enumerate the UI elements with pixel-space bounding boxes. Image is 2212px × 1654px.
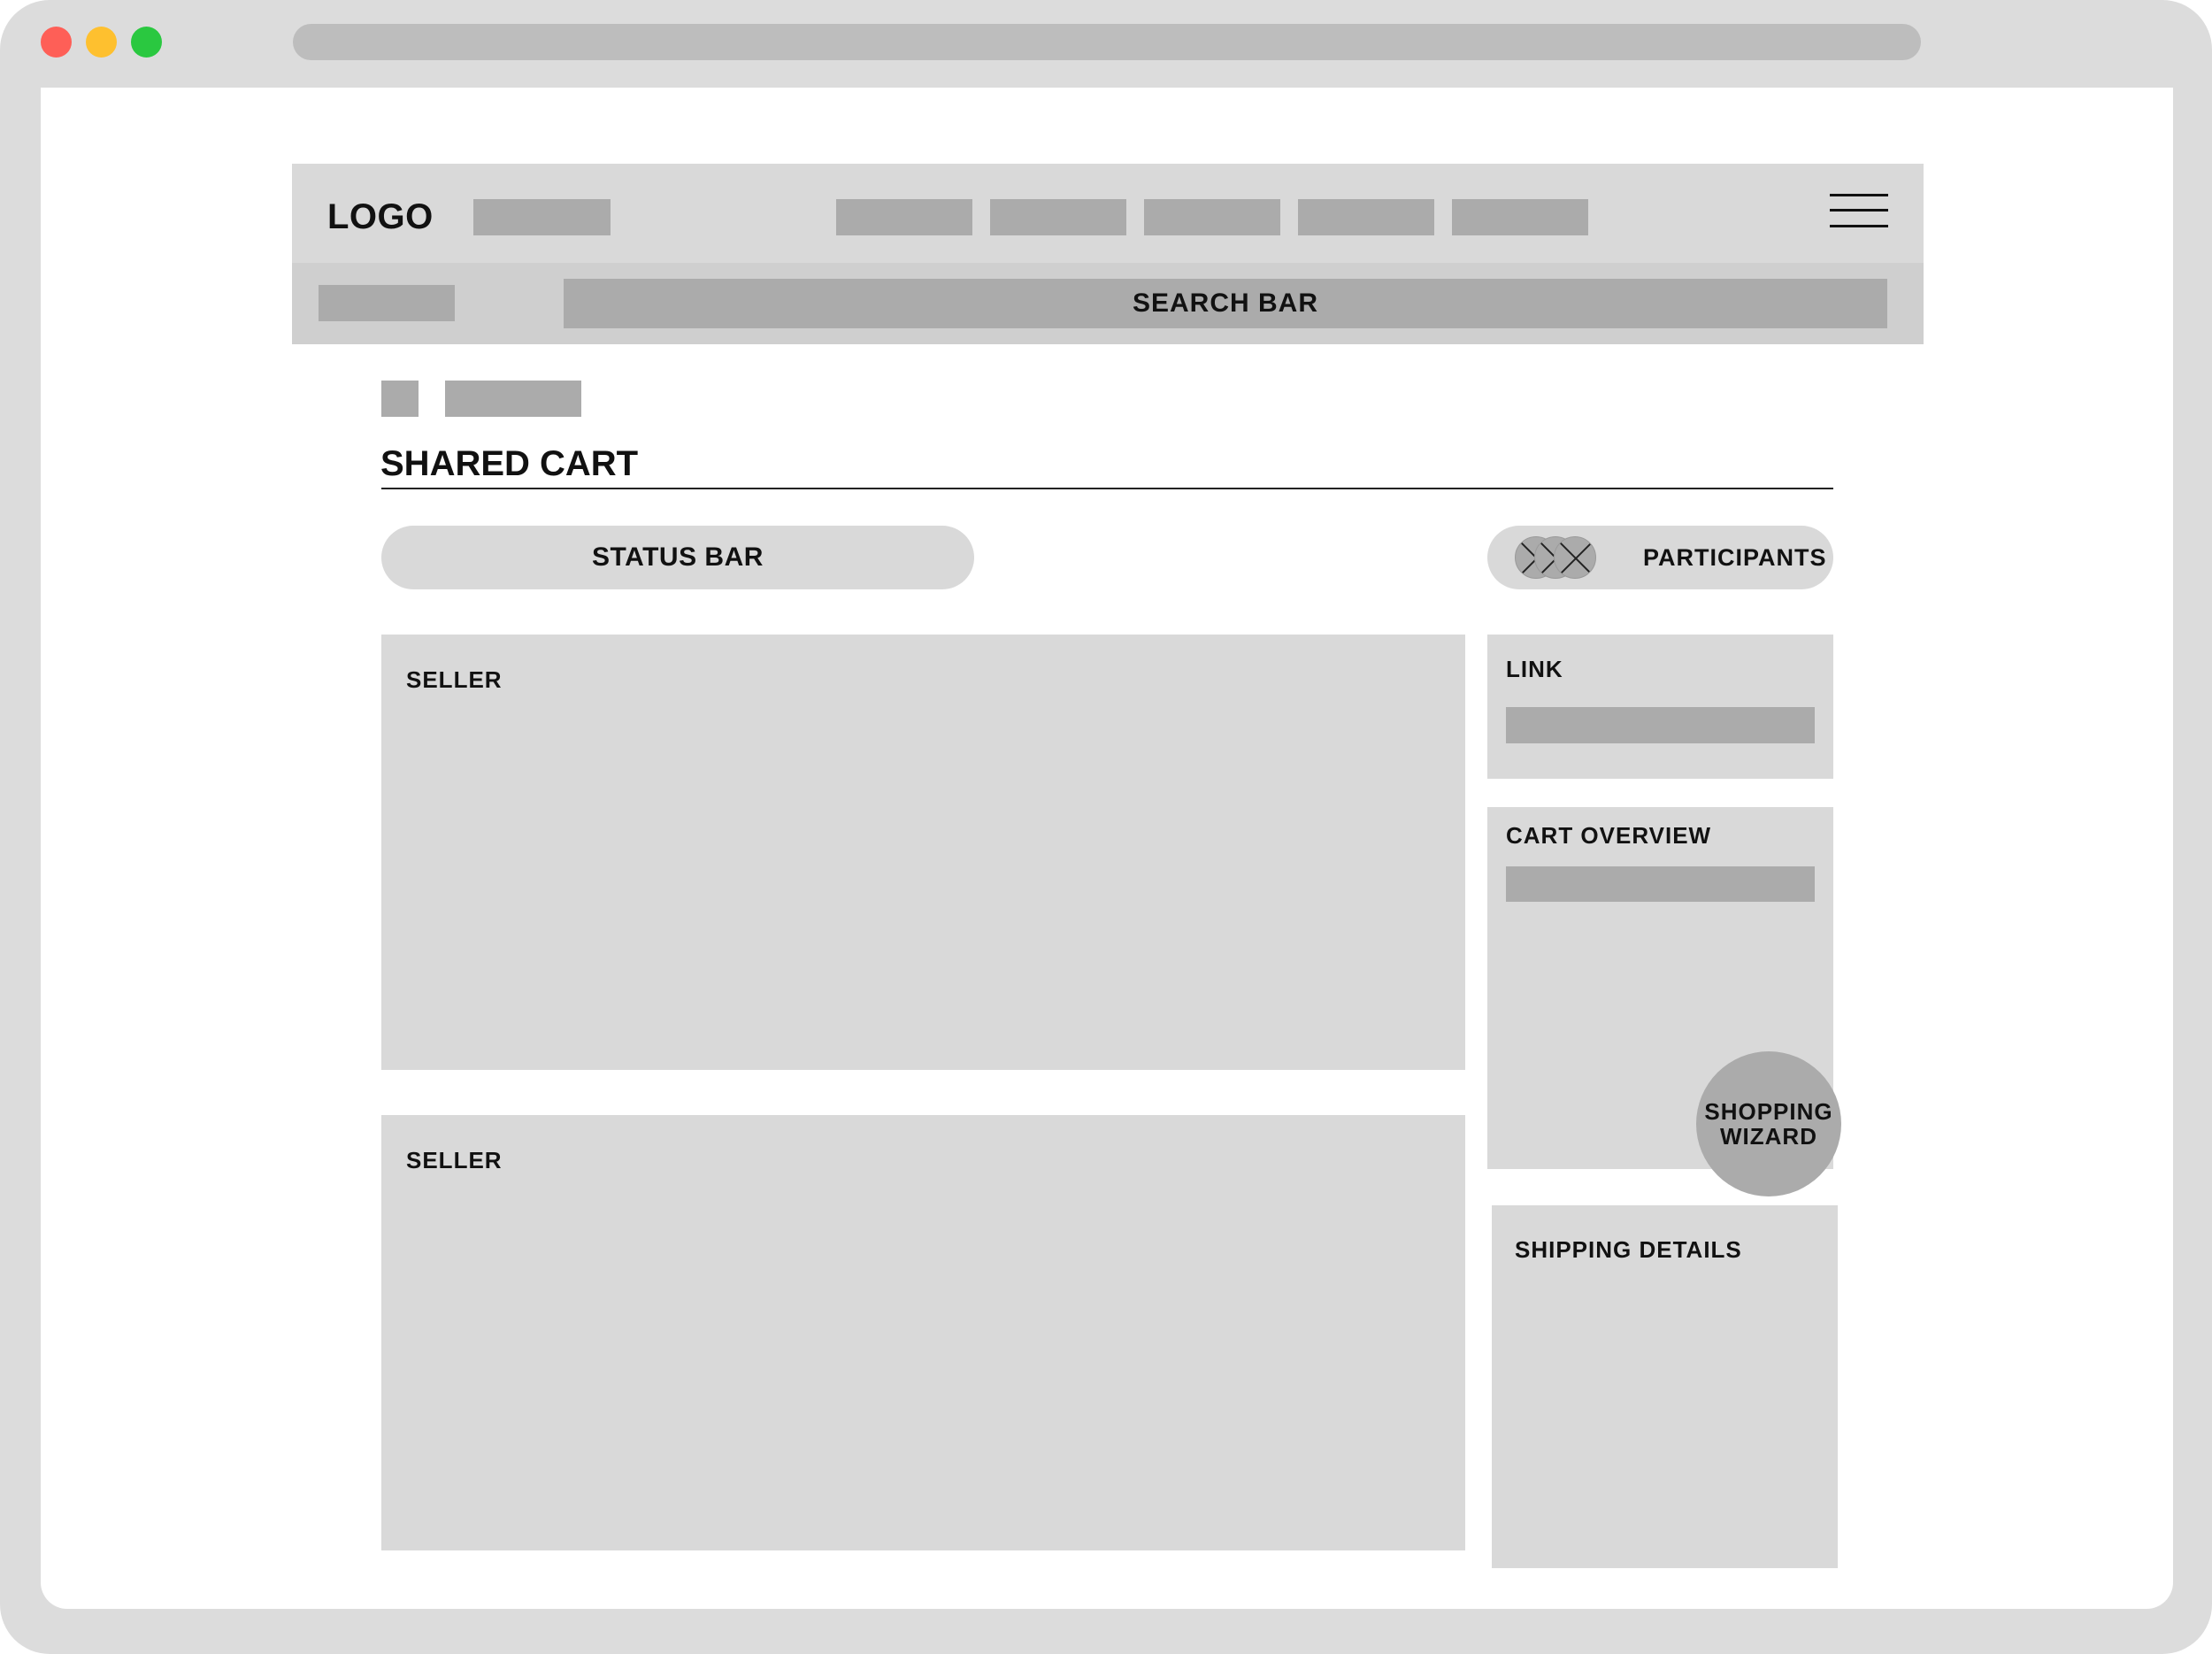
breadcrumb-item[interactable] [445, 381, 581, 417]
nav-item-2[interactable] [990, 199, 1126, 235]
status-bar-label: STATUS BAR [592, 542, 764, 572]
shopping-wizard-button[interactable] [1696, 1051, 1841, 1196]
cart-overview-summary [1506, 866, 1815, 902]
minimize-window-icon[interactable] [86, 27, 117, 58]
link-label: LINK [1506, 656, 1563, 682]
shopping-wizard-line2: WIZARD [1720, 1123, 1817, 1150]
page-title: SHARED CART [380, 444, 639, 483]
title-divider [381, 488, 1833, 489]
nav-item-3[interactable] [1144, 199, 1280, 235]
link-field[interactable] [1506, 707, 1815, 743]
breadcrumb-home-icon[interactable] [381, 381, 419, 417]
logo[interactable]: LOGO [327, 197, 434, 236]
search-bar[interactable] [564, 279, 1887, 328]
nav-item-5[interactable] [1452, 199, 1588, 235]
participants-button[interactable] [1487, 526, 1833, 589]
participants-label: PARTICIPANTS [1643, 544, 1827, 571]
nav-item-1[interactable] [836, 199, 972, 235]
hamburger-menu-icon[interactable] [1830, 191, 1888, 230]
seller-label: SELLER [406, 666, 503, 693]
link-panel [1487, 635, 1833, 779]
seller-panel [381, 635, 1465, 1070]
shopping-wizard-line1: SHOPPING [1704, 1098, 1833, 1125]
seller-label: SELLER [406, 1147, 503, 1173]
nav-item-4[interactable] [1298, 199, 1434, 235]
seller-panel [381, 1115, 1465, 1550]
close-window-icon[interactable] [41, 27, 72, 58]
header-nav-placeholder-primary[interactable] [473, 199, 611, 235]
status-bar [381, 526, 974, 589]
address-bar[interactable] [293, 24, 1921, 60]
cart-overview-label: CART OVERVIEW [1506, 822, 1712, 849]
shipping-details-panel [1492, 1205, 1838, 1568]
maximize-window-icon[interactable] [131, 27, 162, 58]
participant-avatar-icon [1554, 536, 1596, 579]
search-bar-label: SEARCH BAR [1132, 288, 1318, 318]
shipping-details-label: SHIPPING DETAILS [1515, 1236, 1742, 1263]
category-dropdown[interactable] [319, 285, 455, 321]
